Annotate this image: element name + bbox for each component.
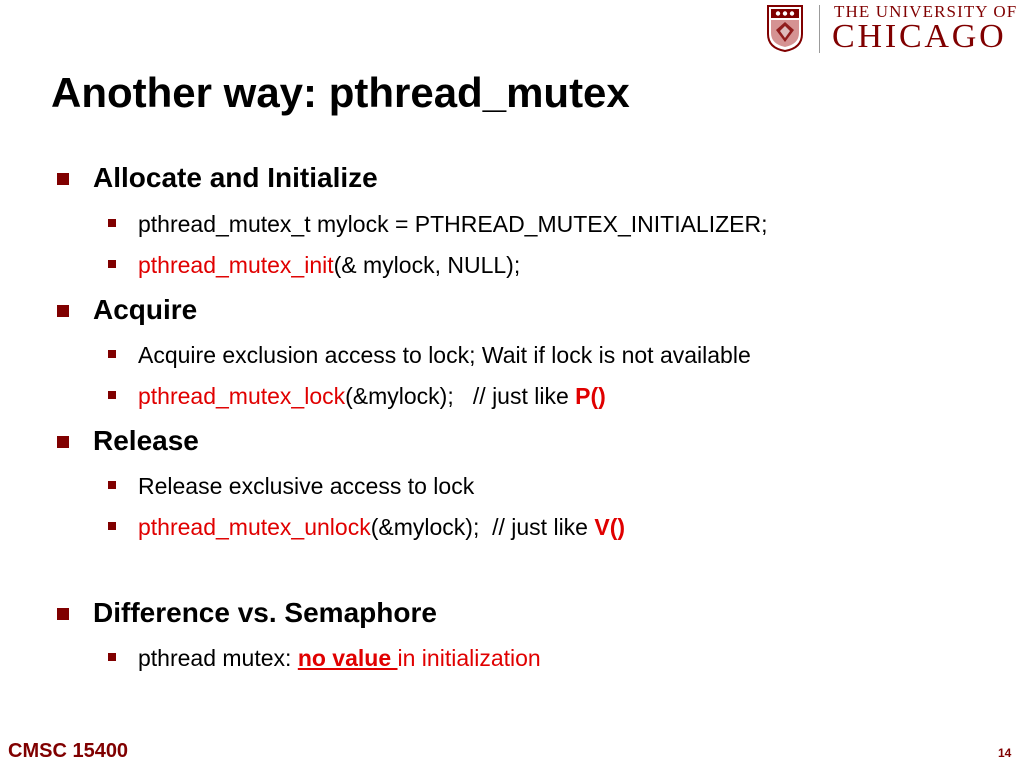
- small-square-bullet-icon: [108, 350, 116, 358]
- university-seal-icon: [766, 4, 804, 52]
- bullet-heading: Allocate and Initialize: [93, 162, 378, 193]
- small-square-bullet-icon: [108, 522, 116, 530]
- square-bullet-icon: [57, 608, 69, 620]
- slide-title: Another way: pthread_mutex: [51, 69, 630, 116]
- function-name: pthread_mutex_init: [138, 252, 334, 278]
- page-number: 14: [998, 746, 1012, 760]
- emphasis-underlined: no value: [297, 645, 398, 671]
- code-args: (&mylock); // just like: [370, 514, 595, 540]
- university-name-line2: CHICAGO: [832, 18, 1007, 55]
- small-square-bullet-icon: [108, 481, 116, 489]
- sub-bullet-text: [138, 251, 520, 279]
- university-name-line1: THE UNIVERSITY OF: [834, 2, 1018, 21]
- bullet-heading: Difference vs. Semaphore: [93, 597, 437, 628]
- function-name: pthread_mutex_lock: [138, 383, 346, 409]
- sub-bullet-text: [138, 382, 606, 410]
- small-square-bullet-icon: [108, 391, 116, 399]
- sub-bullet-prefix: pthread mutex:: [138, 645, 298, 671]
- square-bullet-icon: [57, 436, 69, 448]
- code-args: (&mylock); // just like: [345, 383, 576, 409]
- square-bullet-icon: [57, 173, 69, 185]
- small-square-bullet-icon: [108, 260, 116, 268]
- function-name: pthread_mutex_unlock: [138, 514, 371, 540]
- logo-divider: [819, 5, 820, 53]
- bullet-heading: Release: [93, 425, 199, 456]
- sub-bullet-text: Release exclusive access to lock: [138, 473, 475, 499]
- square-bullet-icon: [57, 305, 69, 317]
- sub-bullet-text: Acquire exclusion access to lock; Wait if lock is not available: [138, 342, 751, 368]
- sub-bullet-text: pthread_mutex_t mylock = PTHREAD_MUTEX_INITIALIZER;: [138, 211, 768, 237]
- sub-bullet-text: [138, 644, 541, 672]
- sub-bullet-tail: in initialization: [397, 645, 541, 671]
- sub-bullet-text: [138, 513, 625, 541]
- code-args: (& mylock, NULL);: [333, 252, 521, 278]
- course-code: CMSC 15400: [8, 740, 129, 762]
- bullet-heading: Acquire: [93, 294, 198, 325]
- university-logo: [766, 2, 1022, 54]
- small-square-bullet-icon: [108, 219, 116, 227]
- small-square-bullet-icon: [108, 653, 116, 661]
- emphasis-op: P(): [575, 383, 606, 409]
- emphasis-op: V(): [594, 514, 626, 540]
